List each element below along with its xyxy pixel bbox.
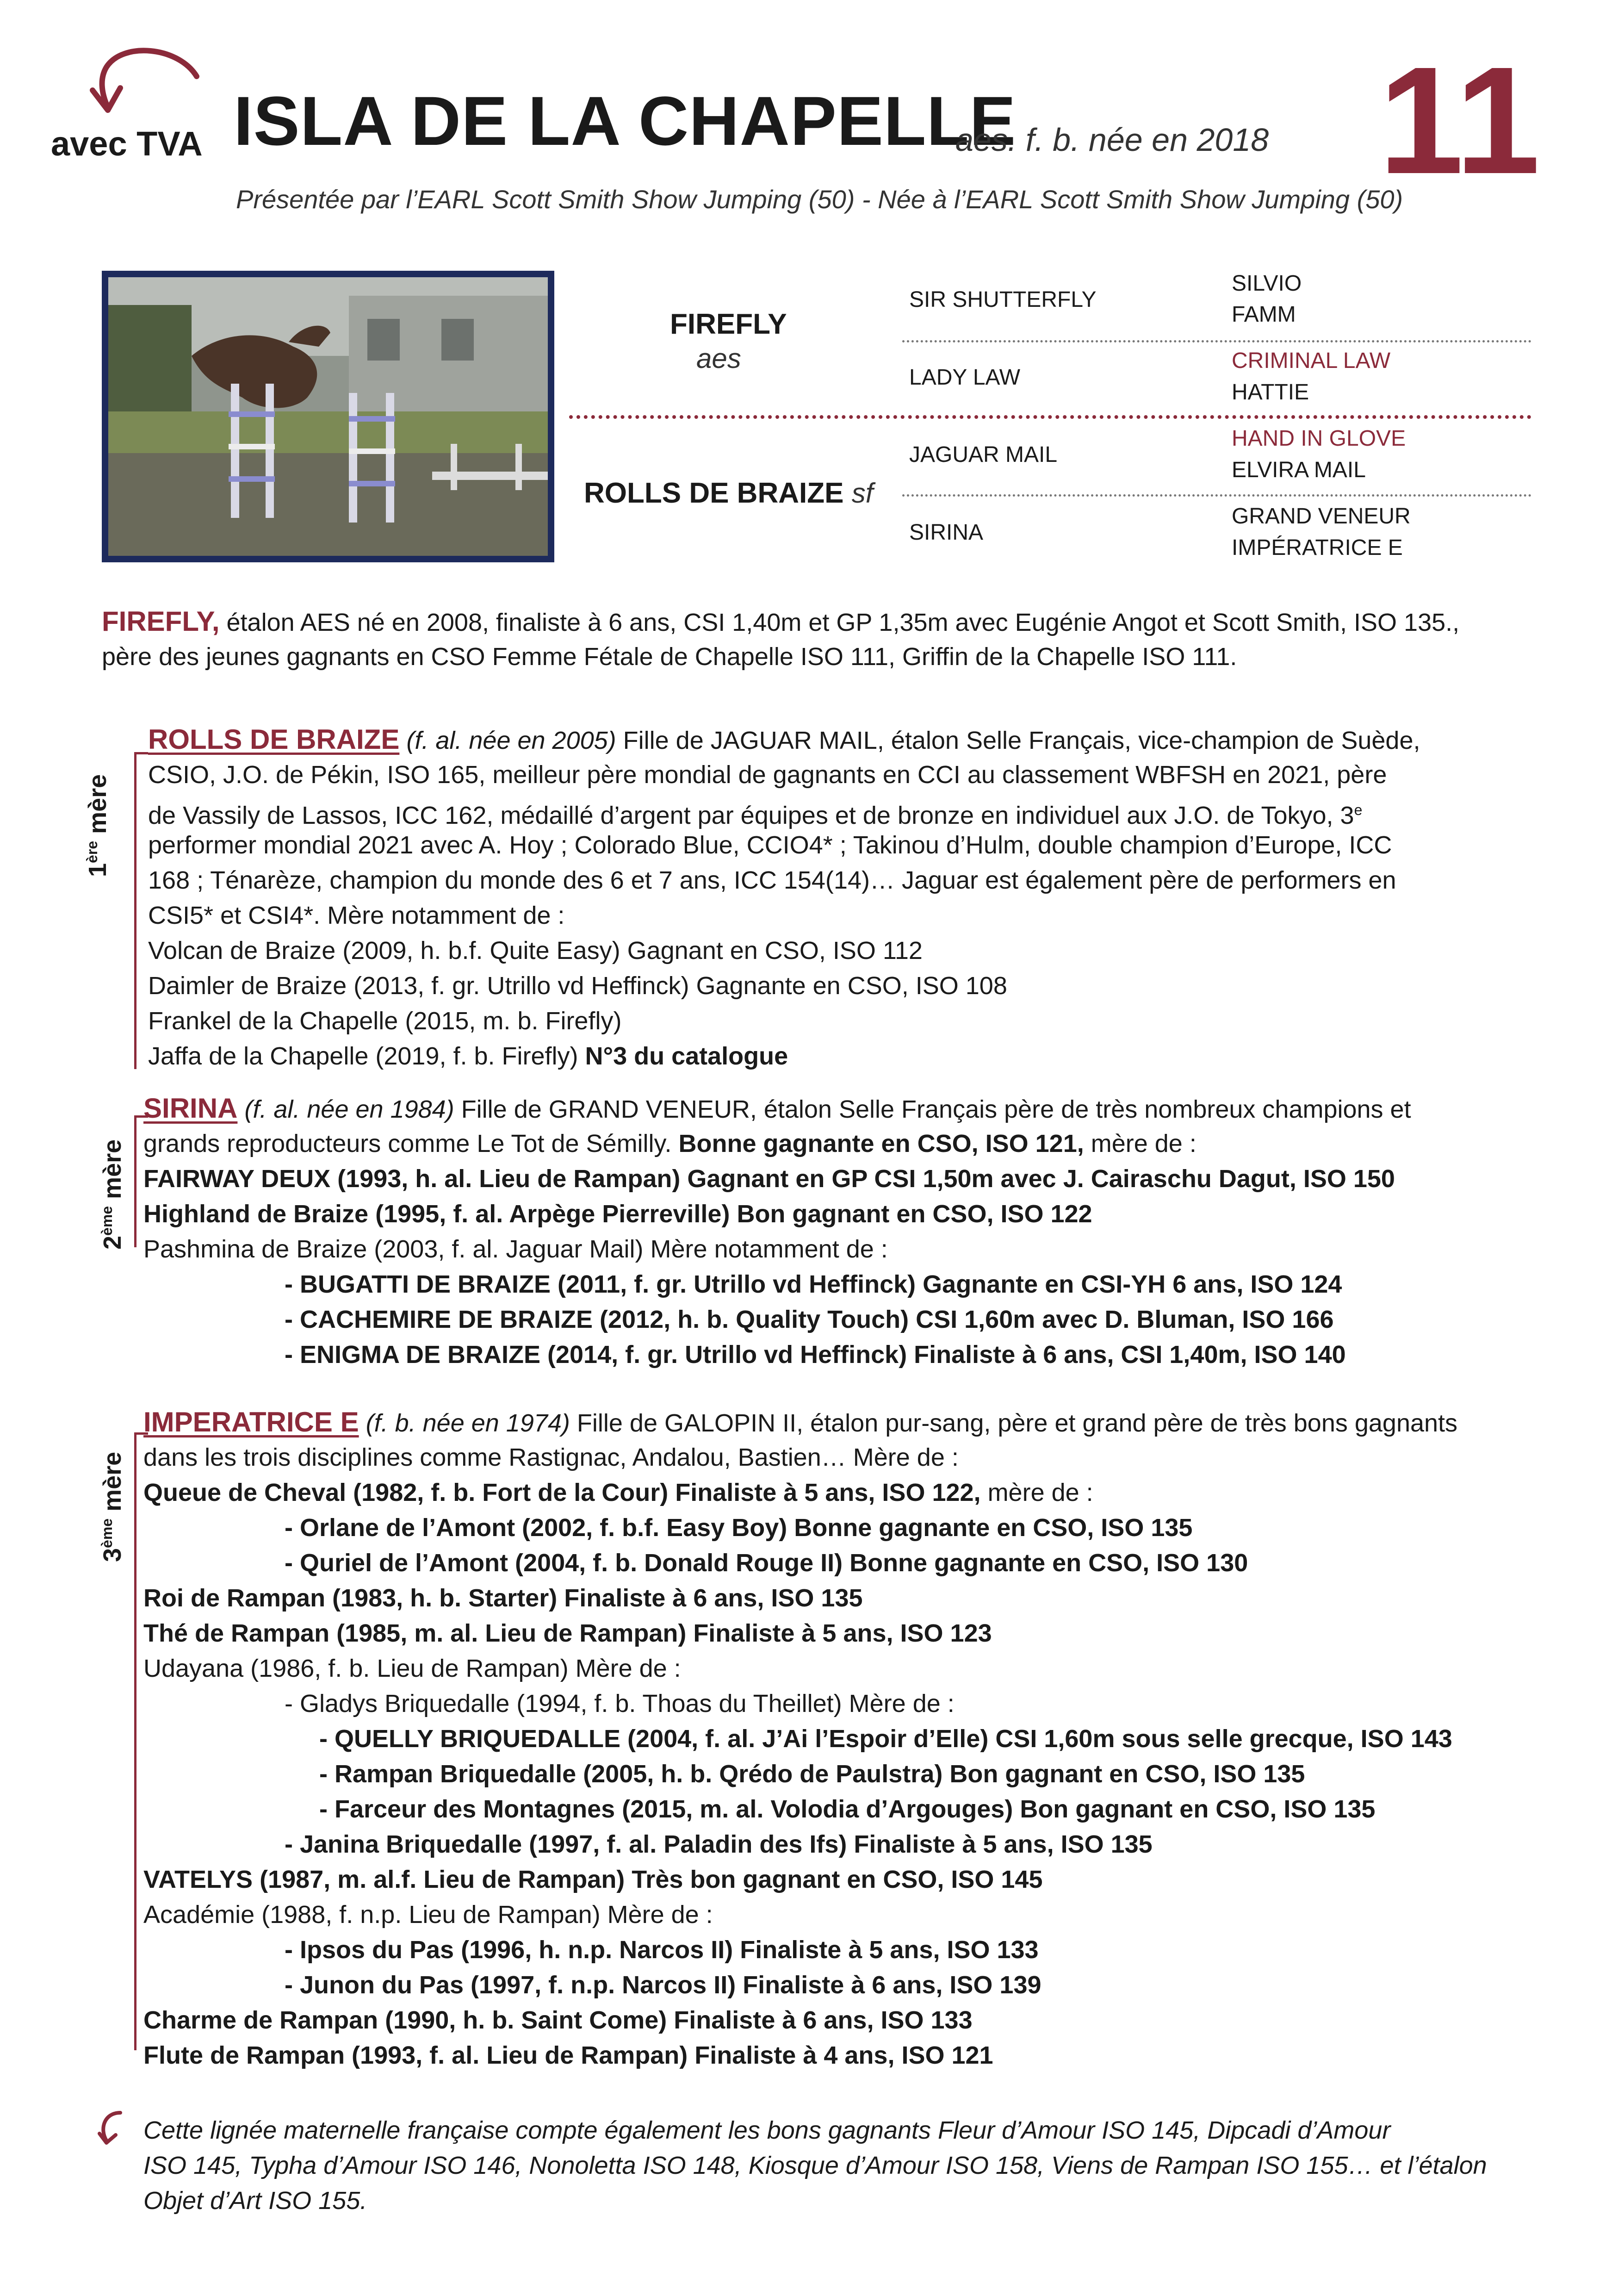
first-dam-line: performer mondial 2021 avec A. Hoy ; Colorado Blue, CCIO4* ; Takinou d’Hulm, double champion d’Europe, ICC (148, 831, 1392, 859)
horse-photo (102, 271, 554, 562)
third-dam-greatgrandprogeny: - Rampan Briquedalle (2005, h. b. Qrédo de Paulstra) Bon gagnant en CSO, ISO 135 (319, 1760, 1305, 1788)
pedigree-sire-dam: LADY LAW (909, 365, 1021, 390)
second-dam-name: SIRINA (143, 1093, 238, 1124)
vat-label: avec TVA (51, 124, 203, 163)
pedigree-divider-main (569, 415, 1531, 419)
third-dam-progeny: Académie (1988, f. n.p. Lieu de Rampan) Mère de : (143, 1901, 713, 1929)
pedigree-ggp: HATTIE (1232, 380, 1309, 404)
third-dam-grandprogeny: - Janina Briquedalle (1997, f. al. Paladin des Ifs) Finaliste à 5 ans, ISO 135 (285, 1830, 1153, 1858)
third-dam-label: 3ème mère (99, 1451, 126, 1562)
third-dam-grandprogeny: - Quriel de l’Amont (2004, f. b. Donald Rouge II) Bonne gagnante en CSO, ISO 130 (285, 1549, 1248, 1577)
third-dam-line: IMPERATRICE E (f. b. née en 1974) Fille de GALOPIN II, étalon pur-sang, père et grand père de très bons gagnants (143, 1406, 1458, 1437)
pedigree-ggp: HAND IN GLOVE (1232, 426, 1406, 451)
pedigree-dam (584, 477, 873, 510)
second-dam-grandprogeny: - CACHEMIRE DE BRAIZE (2012, h. b. Quality Touch) CSI 1,60m avec D. Bluman, ISO 166 (285, 1306, 1334, 1333)
third-dam-grandprogeny: - Ipsos du Pas (1996, h. n.p. Narcos II) Finaliste à 5 ans, ISO 133 (285, 1936, 1039, 1964)
third-dam-progeny: VATELYS (1987, m. al.f. Lieu de Rampan) Très bon gagnant en CSO, ISO 145 (143, 1866, 1043, 1893)
pedigree-ggp: ELVIRA MAIL (1232, 458, 1366, 482)
lot-number: 11 (1379, 35, 1540, 205)
pedigree-sire-breed: aes (696, 343, 741, 374)
third-dam-grandprogeny: - Gladys Briquedalle (1994, f. b. Thoas du Theillet) Mère de : (285, 1690, 955, 1717)
second-dam-progeny: FAIRWAY DEUX (1993, h. al. Lieu de Rampan) Gagnant en GP CSI 1,50m avec J. Cairaschu Dagut, ISO 150 (143, 1165, 1395, 1193)
second-dam-grandprogeny: - ENIGMA DE BRAIZE (2014, f. gr. Utrillo vd Heffinck) Finaliste à 6 ans, CSI 1,40m, ISO 140 (285, 1341, 1346, 1369)
third-dam-progeny: Udayana (1986, f. b. Lieu de Rampan) Mère de : (143, 1655, 681, 1682)
pedigree-divider (902, 340, 1531, 342)
pedigree-sire-sire: SIR SHUTTERFLY (909, 287, 1097, 312)
third-dam-grandprogeny: - Junon du Pas (1997, f. n.p. Narcos II) Finaliste à 6 ans, ISO 139 (285, 1971, 1041, 1999)
pedigree-ggp: GRAND VENEUR (1232, 504, 1411, 529)
third-dam-greatgrandprogeny: - Farceur des Montagnes (2015, m. al. Volodia d’Argouges) Bon gagnant en CSO, ISO 135 (319, 1795, 1376, 1823)
first-dam-progeny: Volcan de Braize (2009, h. b.f. Quite Easy) Gagnant en CSO, ISO 112 (148, 937, 923, 964)
pedigree-divider (902, 494, 1531, 497)
first-dam-line: 168 ; Ténarèze, champion du monde des 6 et 7 ans, ICC 154(14)… Jaguar est également père de performers en (148, 866, 1396, 894)
section-bracket (134, 752, 148, 1069)
third-dam-grandprogeny: - Orlane de l’Amont (2002, f. b.f. Easy Boy) Bonne gagnante en CSO, ISO 135 (285, 1514, 1193, 1542)
presenter-line: Présentée par l’EARL Scott Smith Show Jumping (50) - Née à l’EARL Scott Smith Show Jumping (50) (236, 185, 1403, 214)
second-dam-progeny: Highland de Braize (1995, f. al. Arpège Pierreville) Bon gagnant en CSO, ISO 122 (143, 1200, 1092, 1228)
first-dam-line: CSIO, J.O. de Pékin, ISO 165, meilleur père mondial de gagnants en CCI au classement WBFSH en 2021, père (148, 761, 1387, 789)
third-dam-progeny: Roi de Rampan (1983, h. b. Starter) Finaliste à 6 ans, ISO 135 (143, 1584, 863, 1612)
pedigree-dam-sire: JAGUAR MAIL (909, 442, 1058, 467)
curved-arrow-icon (81, 42, 206, 120)
first-dam-line: CSI5* et CSI4*. Mère notamment de : (148, 902, 565, 929)
pedigree-dam-name: ROLLS DE BRAIZE (584, 477, 844, 509)
horse-name: ISLA DE LA CHAPELLE (234, 82, 1017, 160)
sire-paragraph-line: père des jeunes gagnants en CSO Femme Fétale de Chapelle ISO 111, Griffin de la Chapelle ISO 111. (102, 643, 1237, 671)
pedigree-sire: FIREFLY (670, 308, 787, 340)
pedigree-ggp: FAMM (1232, 302, 1296, 327)
first-dam-line: de Vassily de Lassos, ICC 162, médaillé d’argent par équipes et de bronze en individuel aux J.O. de Tokyo, 3e (148, 802, 1363, 829)
second-dam-line: SIRINA (f. al. née en 1984) Fille de GRAND VENEUR, étalon Selle Français père de très nombreux champions et (143, 1093, 1411, 1124)
curved-arrow-icon (93, 2108, 130, 2150)
third-dam-name: IMPERATRICE E (143, 1406, 359, 1437)
third-dam-progeny: Flute de Rampan (1993, f. al. Lieu de Rampan) Finaliste à 4 ans, ISO 121 (143, 2041, 993, 2069)
catalogue-note: N°3 du catalogue (585, 1042, 788, 1070)
third-dam-greatgrandprogeny: - QUELLY BRIQUEDALLE (2004, f. al. J’Ai l’Espoir d’Elle) CSI 1,60m sous selle grecque, ISO 143 (319, 1725, 1452, 1753)
pedigree-ggp: IMPÉRATRICE E (1232, 535, 1403, 560)
third-dam-progeny: Charme de Rampan (1990, h. b. Saint Come) Finaliste à 6 ans, ISO 133 (143, 2006, 973, 2034)
horse-description: aes. f. b. née en 2018 (955, 122, 1269, 158)
footer-note-line: ISO 145, Typha d’Amour ISO 146, Nonoletta ISO 148, Kiosque d’Amour ISO 158, Viens de Rampan ISO 155… et l’étalon (143, 2152, 1487, 2179)
horse-jumping-image (108, 277, 548, 556)
sire-name: FIREFLY, (102, 606, 220, 637)
pedigree-ggp: CRIMINAL LAW (1232, 348, 1391, 373)
third-dam-progeny: Thé de Rampan (1985, m. al. Lieu de Rampan) Finaliste à 5 ans, ISO 123 (143, 1619, 992, 1647)
third-dam-progeny: Queue de Cheval (1982, f. b. Fort de la Cour) Finaliste à 5 ans, ISO 122, mère de : (143, 1479, 1093, 1506)
first-dam-progeny: Daimler de Braize (2013, f. gr. Utrillo vd Heffinck) Gagnante en CSO, ISO 108 (148, 972, 1007, 1000)
first-dam-details: (f. al. née en 2005) (406, 727, 616, 754)
first-dam-progeny: Jaffa de la Chapelle (2019, f. b. Firefly) N°3 du catalogue (148, 1042, 788, 1070)
pedigree-dam-breed: sf (851, 478, 874, 509)
first-dam-label: 1ère mère (84, 774, 112, 877)
second-dam-details: (f. al. née en 1984) (244, 1095, 454, 1123)
first-dam-line: ROLLS DE BRAIZE (f. al. née en 2005) Fille de JAGUAR MAIL, étalon Selle Français, vice-champion de Suède, (148, 724, 1420, 755)
sire-paragraph-line (102, 604, 1459, 640)
third-dam-details: (f. b. née en 1974) (366, 1409, 570, 1437)
third-dam-line: dans les trois disciplines comme Rastignac, Andalou, Bastien… Mère de : (143, 1444, 959, 1471)
second-dam-grandprogeny: - BUGATTI DE BRAIZE (2011, f. gr. Utrillo vd Heffinck) Gagnante en CSI-YH 6 ans, ISO 124 (285, 1270, 1342, 1298)
pedigree-dam-dam: SIRINA (909, 520, 984, 545)
first-dam-name: ROLLS DE BRAIZE (148, 724, 400, 755)
first-dam-progeny: Frankel de la Chapelle (2015, m. b. Firefly) (148, 1007, 622, 1035)
footer-note-line: Cette lignée maternelle française compte également les bons gagnants Fleur d’Amour ISO 145, Dipcadi d’Amour (143, 2116, 1391, 2144)
pedigree-ggp: SILVIO (1232, 271, 1302, 296)
sire-text: étalon AES né en 2008, finaliste à 6 ans, CSI 1,40m et GP 1,35m avec Eugénie Angot et Scott Smith, ISO 135., (219, 609, 1460, 636)
second-dam-label: 2ème mère (99, 1139, 126, 1250)
footer-note-line: Objet d’Art ISO 155. (143, 2187, 367, 2215)
second-dam-line: grands reproducteurs comme Le Tot de Sémilly. Bonne gagnante en CSO, ISO 121, mère de : (143, 1130, 1196, 1157)
second-dam-progeny: Pashmina de Braize (2003, f. al. Jaguar Mail) Mère notamment de : (143, 1235, 888, 1263)
section-bracket (134, 1432, 148, 2050)
